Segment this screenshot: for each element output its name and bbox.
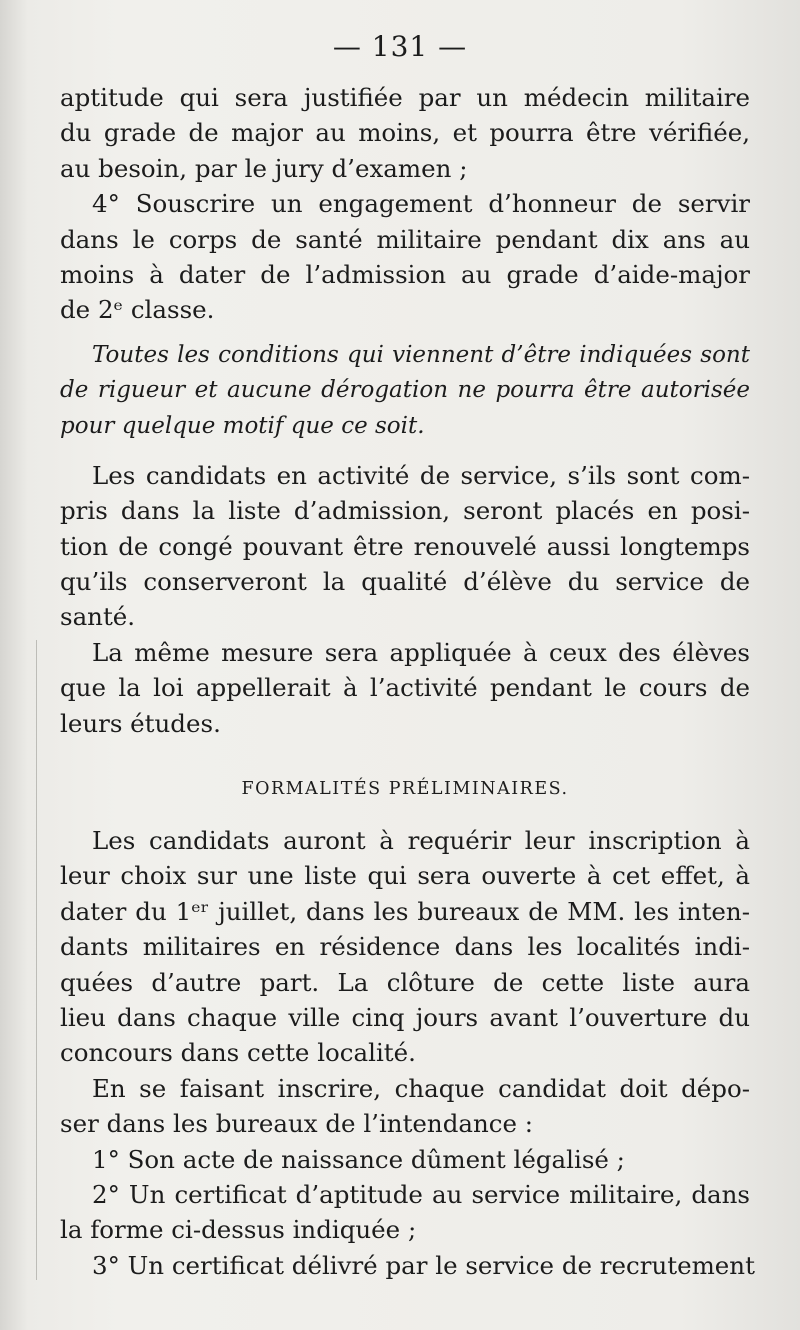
text-line: leurs études. <box>60 708 221 738</box>
text-line: au besoin, par le jury d’examen ; <box>60 153 468 183</box>
text-line: Toutes les conditions qui viennent d’être indiquées sont <box>92 341 750 368</box>
list-item: 1° Son acte de naissance dûment légalisé ; <box>92 1144 625 1174</box>
document-list <box>60 1142 755 1284</box>
text-line: En se faisant inscrire, chaque candidat doit dépo- <box>92 1073 750 1103</box>
text-line: de rigueur et aucune dérogation ne pourra être autorisée <box>60 377 750 404</box>
page-edge-line <box>36 640 37 1280</box>
text-line: moins à dater de l’admission au grade d’aide-major <box>60 259 750 289</box>
text-line: Les candidats auront à requérir leur inscription à <box>92 826 750 856</box>
text-line: quées d’autre part. La clôture de cette liste aura <box>60 967 750 997</box>
text-line: pris dans la liste d’admission, seront placés en posi- <box>60 496 750 526</box>
paragraph-depot <box>60 1071 750 1142</box>
text-line: du grade de major au moins, et pourra être vérifiée, <box>60 118 750 148</box>
page-number: — 131 — <box>332 30 468 63</box>
list-item: 3° Un certificat délivré par le service de recrutement <box>92 1250 755 1280</box>
text-line: La même mesure sera appliquée à ceux des élèves <box>92 637 750 667</box>
list-item: 2° Un certificat d’aptitude au service militaire, dans <box>92 1179 750 1209</box>
section-heading: FORMALITÉS PRÉLIMINAIRES. <box>241 779 569 800</box>
italic-note <box>60 338 750 444</box>
text-line: 4° Souscrire un engagement d’honneur de servir <box>92 189 750 219</box>
text-line: de 2ᵉ classe. <box>60 295 215 325</box>
text-line: Les candidats en activité de service, s’ils sont com- <box>92 460 750 490</box>
text-line: santé. <box>60 602 136 632</box>
text-line: concours dans cette localité. <box>60 1038 416 1068</box>
list-item: la forme ci-dessus indiquée ; <box>60 1215 417 1245</box>
paragraph-aptitude <box>60 80 750 186</box>
paragraph-inscription <box>60 823 750 1071</box>
text-line: ser dans les bureaux de l’intendance : <box>60 1109 534 1139</box>
text-line: leur choix sur une liste qui sera ouverte à cet effet, à <box>60 861 750 891</box>
page-body <box>60 80 755 1283</box>
text-line: dater du 1ᵉʳ juillet, dans les bureaux de MM. les inten- <box>60 896 750 926</box>
item-engagement <box>60 186 750 328</box>
text-line: dans le corps de santé militaire pendant dix ans au <box>60 224 750 254</box>
text-line: que la loi appellerait à l’activité pendant le cours de <box>60 673 750 703</box>
text-line: aptitude qui sera justifiée par un médecin militaire <box>60 83 750 112</box>
text-line: lieu dans chaque ville cinq jours avant l’ouverture du <box>60 1002 750 1032</box>
text-line: pour quelque motif que ce soit. <box>60 412 425 439</box>
paragraph-meme-mesure <box>60 635 750 741</box>
text-line: dants militaires en résidence dans les localités indi- <box>60 932 750 962</box>
text-line: tion de congé pouvant être renouvelé aussi longtemps <box>60 531 750 561</box>
paragraph-candidats-activite <box>60 458 750 635</box>
text-line: qu’ils conserveront la qualité d’élève du service de <box>60 567 750 597</box>
